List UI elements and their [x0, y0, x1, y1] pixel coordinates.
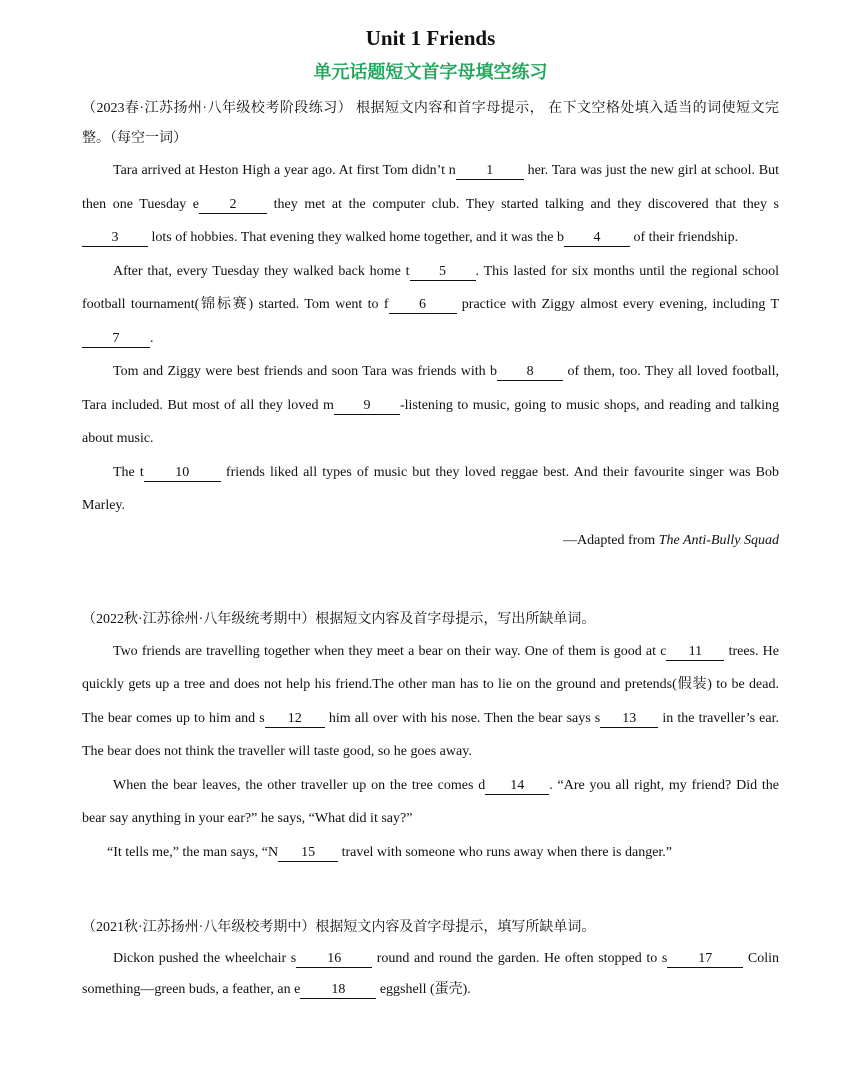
answer-blank[interactable]: 4: [564, 229, 630, 247]
answer-blank[interactable]: 6: [389, 296, 457, 314]
paragraph: [82, 943, 779, 1005]
worksheet-page: [82, 24, 779, 1005]
passage-text: -listening to music, going to music shops, and reading and talking about music.: [82, 397, 780, 446]
passage-text: Two friends are travelling together when they meet a bear on their way. One of them is good at c: [113, 643, 667, 659]
passage-text: lots of hobbies. That evening they walked home together, and it was the b: [148, 230, 564, 245]
passage-text: practice with Ziggy almost every evening, including T: [456, 297, 779, 312]
passage-text: When the bear leaves, the other traveller up on the tree comes d: [113, 777, 486, 793]
answer-blank[interactable]: 9: [334, 397, 400, 415]
passage-text: friends liked all types of music but they loved reggae best. And their favourite singer was Bob Marley.: [82, 464, 779, 513]
spacer: [82, 869, 779, 905]
passage-text: Tom and Ziggy were best friends and soon Tara was friends with b: [113, 364, 498, 379]
page-title: Unit 1 Friends: [365, 26, 496, 50]
passage-text: The t: [113, 464, 144, 480]
section-instruction: （2023春·江苏扬州·八年级校考阶段练习） 根据短文内容和首字母提示， 在下文空格处填入适当的词使短文完整。（每空一词）: [82, 101, 779, 146]
section-2: [82, 605, 779, 869]
passage-text: her. Tara was just the new girl at school. But then one Tuesday e: [82, 163, 779, 212]
paragraph: [82, 836, 779, 869]
answer-blank[interactable]: 5: [410, 263, 476, 281]
passage-text: .: [150, 330, 154, 346]
passage-text: eggshell (蛋壳).: [376, 981, 471, 997]
answer-blank[interactable]: 18: [300, 981, 376, 999]
passage-text: Colin something—green buds, a feather, an e: [82, 950, 779, 997]
passage-text: trees. He quickly gets up a tree and does not help his friend.The other man has to lie on the ground and pretends(假装) to be dead. The bear comes up to him and s: [82, 643, 779, 726]
section-instruction: （2022秋·江苏徐州·八年级统考期中）根据短文内容及首字母提示，写出所缺单词。: [82, 611, 596, 627]
passage-text: Dickon pushed the wheelchair s: [113, 950, 297, 966]
paragraph: [82, 456, 779, 523]
passage-text: of them, too. They all loved football, Tara included. But most of all they loved m: [82, 364, 780, 413]
section-3: [82, 913, 779, 1005]
answer-blank[interactable]: 14: [485, 777, 549, 795]
passage-text: “It tells me,” the man says, “N: [107, 844, 279, 860]
passage-text: in the traveller’s ear. The bear does not think the traveller will taste good, so he goes away.: [82, 710, 779, 759]
source-citation: [82, 525, 779, 557]
answer-blank[interactable]: 17: [667, 950, 743, 968]
passage-text: . “Are you all right, my friend? Did the bear say anything in your ear?” he says, “What did it say?”: [82, 777, 779, 826]
paragraph: [82, 769, 779, 836]
passage-text: After that, every Tuesday they walked back home t: [113, 263, 410, 279]
answer-blank[interactable]: 11: [666, 643, 724, 661]
answer-blank[interactable]: 1: [456, 162, 524, 180]
passage-text: . This lasted for six months until the regional school football tournament(锦标赛) started. Tom went to f: [82, 263, 779, 312]
passage-text: Tara arrived at Heston High a year ago. At first Tom didn’t n: [113, 163, 456, 178]
answer-blank[interactable]: 15: [278, 844, 338, 862]
passage-text: they met at the computer club. They started talking and they discovered that they s: [267, 196, 779, 212]
paragraph: [82, 355, 779, 456]
passage-text: round and round the garden. He often stopped to s: [372, 950, 668, 966]
section-1: [82, 94, 779, 557]
answer-blank[interactable]: 2: [199, 196, 267, 214]
source-title: The Anti-Bully Squad: [658, 532, 779, 548]
passage-text: of their friendship.: [629, 230, 739, 245]
answer-blank[interactable]: 7: [82, 330, 150, 348]
passage-text: travel with someone who runs away when there is danger.”: [338, 844, 673, 860]
paragraph: [82, 154, 779, 255]
page-subtitle: 单元话题短文首字母填空练习: [313, 62, 548, 83]
answer-blank[interactable]: 13: [600, 710, 658, 728]
passage-text: him all over with his nose. Then the bear says s: [324, 710, 601, 726]
answer-blank[interactable]: 3: [82, 229, 148, 247]
source-prefix: —Adapted from: [563, 532, 659, 548]
answer-blank[interactable]: 10: [144, 464, 221, 482]
paragraph: [82, 255, 779, 356]
answer-blank[interactable]: 12: [265, 710, 325, 728]
answer-blank[interactable]: 8: [497, 363, 563, 381]
section-instruction: （2021秋·江苏扬州·八年级校考期中）根据短文内容及首字母提示，填写所缺单词。: [82, 919, 596, 935]
answer-blank[interactable]: 16: [296, 950, 372, 968]
paragraph: [82, 635, 779, 769]
spacer: [82, 557, 779, 597]
